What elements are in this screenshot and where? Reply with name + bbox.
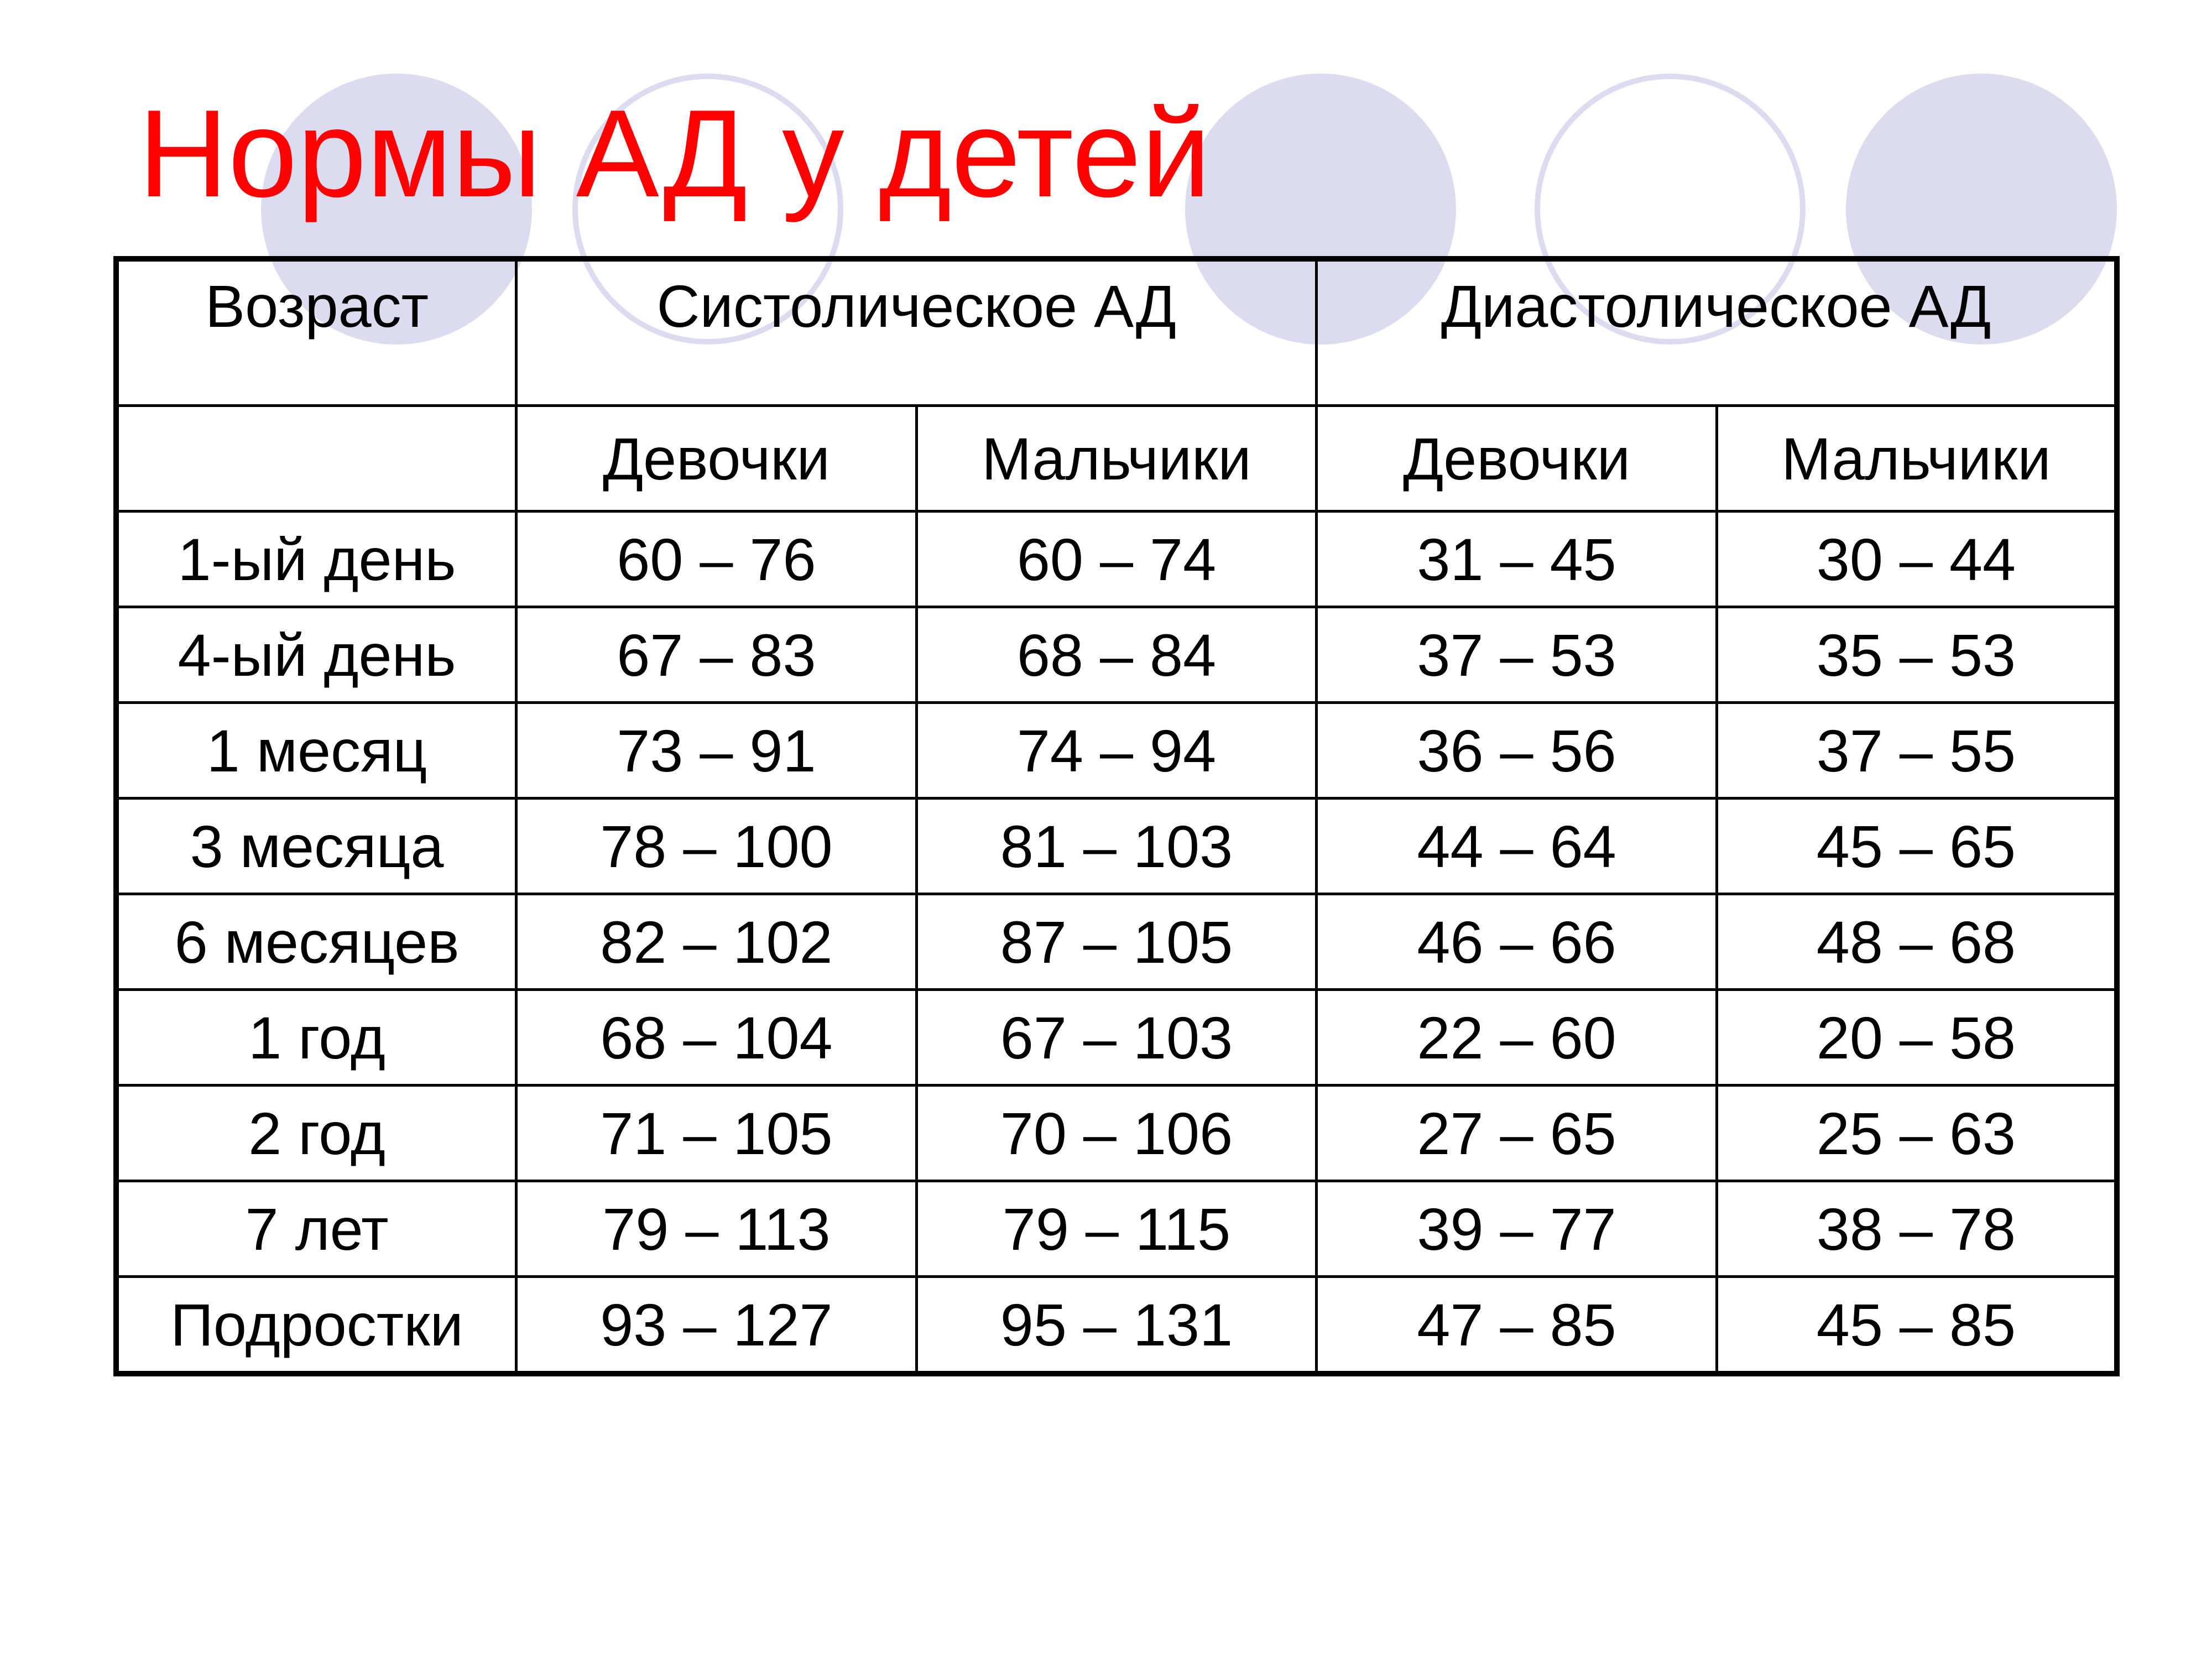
cell-systolic-girls: 93 – 127	[517, 1277, 917, 1374]
header-systolic: Систолическое АД	[517, 259, 1317, 406]
subheader-empty	[116, 406, 517, 512]
slide-title: Нормы АД у детей	[138, 84, 1211, 223]
cell-systolic-boys: 67 – 103	[916, 990, 1317, 1086]
cell-diastolic-girls: 36 – 56	[1317, 703, 1717, 799]
cell-diastolic-boys: 38 – 78	[1717, 1181, 2117, 1277]
cell-systolic-girls: 71 – 105	[517, 1086, 917, 1181]
cell-systolic-girls: 67 – 83	[517, 607, 917, 703]
table-row	[116, 607, 2117, 703]
cell-systolic-boys: 87 – 105	[916, 894, 1317, 990]
cell-systolic-boys: 74 – 94	[916, 703, 1317, 799]
table-row	[116, 512, 2117, 607]
subheader-systolic-girls: Девочки	[517, 406, 917, 512]
table-row	[116, 1086, 2117, 1181]
cell-age: 2 год	[116, 1086, 517, 1181]
table-row	[116, 799, 2117, 894]
header-age: Возраст	[116, 259, 517, 406]
cell-diastolic-girls: 47 – 85	[1317, 1277, 1717, 1374]
table-header-row	[116, 259, 2117, 406]
cell-diastolic-girls: 22 – 60	[1317, 990, 1717, 1086]
cell-systolic-boys: 81 – 103	[916, 799, 1317, 894]
cell-diastolic-boys: 30 – 44	[1717, 512, 2117, 607]
cell-age: 6 месяцев	[116, 894, 517, 990]
cell-diastolic-boys: 25 – 63	[1717, 1086, 2117, 1181]
cell-diastolic-girls: 31 – 45	[1317, 512, 1717, 607]
cell-systolic-boys: 79 – 115	[916, 1181, 1317, 1277]
table-row	[116, 1181, 2117, 1277]
cell-age: 1 месяц	[116, 703, 517, 799]
cell-diastolic-girls: 27 – 65	[1317, 1086, 1717, 1181]
cell-age: 7 лет	[116, 1181, 517, 1277]
table-row	[116, 1277, 2117, 1374]
cell-diastolic-boys: 20 – 58	[1717, 990, 2117, 1086]
table-subheader-row	[116, 406, 2117, 512]
cell-systolic-girls: 60 – 76	[517, 512, 917, 607]
cell-diastolic-boys: 37 – 55	[1717, 703, 2117, 799]
cell-age: 3 месяца	[116, 799, 517, 894]
cell-systolic-girls: 68 – 104	[517, 990, 917, 1086]
subheader-systolic-boys: Мальчики	[916, 406, 1317, 512]
cell-systolic-girls: 78 – 100	[517, 799, 917, 894]
table-row	[116, 990, 2117, 1086]
table-row	[116, 894, 2117, 990]
cell-diastolic-girls: 39 – 77	[1317, 1181, 1717, 1277]
cell-age: 4-ый день	[116, 607, 517, 703]
blood-pressure-table	[113, 256, 2120, 1376]
subheader-diastolic-girls: Девочки	[1317, 406, 1717, 512]
cell-diastolic-girls: 44 – 64	[1317, 799, 1717, 894]
cell-age: 1 год	[116, 990, 517, 1086]
table-row	[116, 703, 2117, 799]
cell-diastolic-boys: 45 – 65	[1717, 799, 2117, 894]
cell-systolic-girls: 73 – 91	[517, 703, 917, 799]
cell-systolic-boys: 60 – 74	[916, 512, 1317, 607]
cell-systolic-girls: 79 – 113	[517, 1181, 917, 1277]
header-diastolic: Диастолическое АД	[1317, 259, 2117, 406]
cell-systolic-boys: 68 – 84	[916, 607, 1317, 703]
cell-diastolic-boys: 45 – 85	[1717, 1277, 2117, 1374]
cell-age: Подростки	[116, 1277, 517, 1374]
cell-diastolic-girls: 46 – 66	[1317, 894, 1717, 990]
cell-systolic-girls: 82 – 102	[517, 894, 917, 990]
cell-diastolic-boys: 48 – 68	[1717, 894, 2117, 990]
cell-diastolic-boys: 35 – 53	[1717, 607, 2117, 703]
cell-systolic-boys: 95 – 131	[916, 1277, 1317, 1374]
cell-systolic-boys: 70 – 106	[916, 1086, 1317, 1181]
cell-diastolic-girls: 37 – 53	[1317, 607, 1717, 703]
subheader-diastolic-boys: Мальчики	[1717, 406, 2117, 512]
cell-age: 1-ый день	[116, 512, 517, 607]
